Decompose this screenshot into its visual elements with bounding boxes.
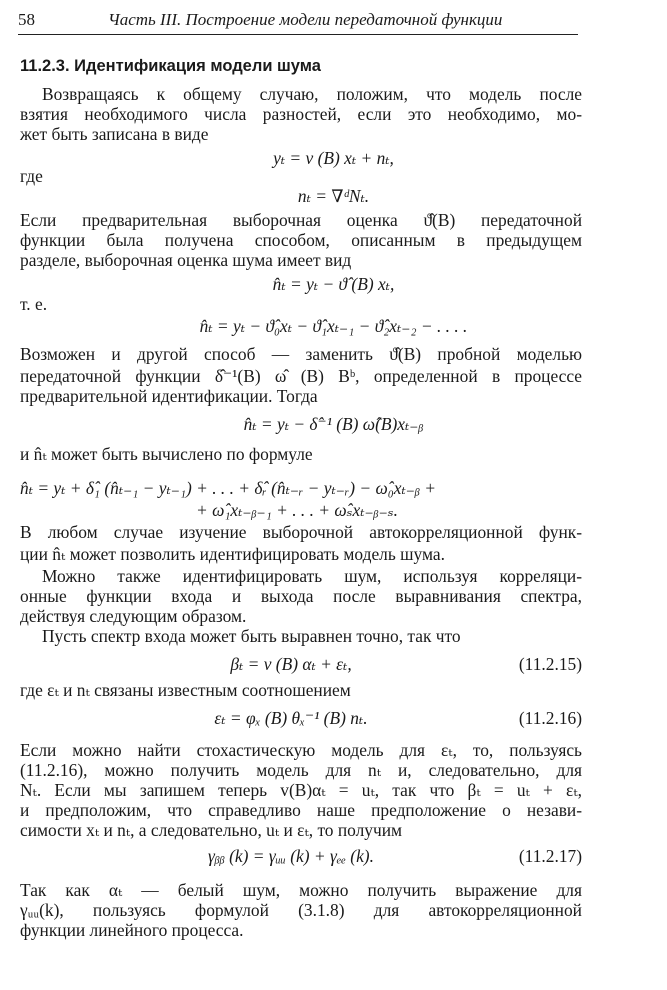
text-line: Так как αₜ — белый шум, можно получить выражение для — [20, 880, 582, 900]
equation: nₜ = ∇ᵈNₜ. — [297, 186, 370, 206]
section-title: 11.2.3. Идентификация модели шума — [20, 57, 321, 75]
text-line: Nₜ. Если мы запишем теперь v(B)αₜ = uₜ, так что βₜ = uₜ + εₜ, — [20, 780, 582, 800]
text-line: передаточной функции δ̂⁻¹(B) ω̂ (B) Bᵇ, определенной в процессе — [20, 366, 582, 386]
text-line: Возвращаясь к общему случаю, положим, что модель после — [42, 84, 582, 104]
equation: n̂ₜ = yₜ − ϑ̂ (B) xₜ, — [272, 274, 395, 294]
equation-number: (11.2.17) — [518, 846, 582, 866]
page-number: 58 — [18, 10, 35, 29]
text-line: жет быть записана в виде — [20, 124, 209, 144]
text-line: функции была получена способом, описанным в предыдущем — [20, 230, 582, 250]
text-line: и n̂ₜ может быть вычислено по формуле — [20, 444, 313, 464]
text-line: (11.2.16), можно получить модель для nₜ и, следовательно, для — [20, 760, 582, 780]
text-line: Если можно найти стохастическую модель для εₜ, то, пользуясь — [20, 740, 582, 760]
equation: n̂ₜ = yₜ − ϑ̂₀xₜ − ϑ̂₁xₜ₋₁ − ϑ̂₂xₜ₋₂ − . . . . — [199, 316, 468, 336]
equation: n̂ₜ = yₜ − δ̂⁻¹ (B) ω̂(B)xₜ₋ᵦ — [243, 414, 424, 434]
text-line: предварительной идентификации. Тогда — [20, 386, 318, 406]
text-line: действуя следующим образом. — [20, 606, 247, 626]
text-line: функции линейного процесса. — [20, 920, 244, 940]
equation: + ω̂₁xₜ₋ᵦ₋₁ + . . . + ω̂ₛxₜ₋ᵦ₋ₛ. — [196, 500, 399, 520]
text-line: т. е. — [20, 294, 48, 314]
text-line: Если предварительная выборочная оценка ϑ̂(B) передаточной — [20, 210, 582, 230]
text-line: γᵤᵤ(k), пользуясь формулой (3.1.8) для автокорреляционной — [20, 900, 582, 920]
text-line: разделе, выборочная оценка шума имеет вид — [20, 250, 352, 270]
running-head-title: Часть III. Построение модели передаточной функции — [108, 10, 503, 29]
text-line: взятия необходимого числа разностей, если это необходимо, мо- — [20, 104, 582, 124]
text-line: Пусть спектр входа может быть выравнен точно, так что — [42, 626, 461, 646]
equation-number: (11.2.15) — [518, 654, 582, 674]
equation: yₜ = v (B) xₜ + nₜ, — [273, 148, 394, 168]
text-line: где εₜ и nₜ связаны известным соотношением — [20, 680, 351, 700]
text-line: В любом случае изучение выборочной автокорреляционной функ- — [20, 522, 582, 542]
text-line: где — [20, 166, 43, 186]
equation: βₜ = v (B) αₜ + εₜ, — [230, 654, 352, 674]
text-line: Можно также идентифицировать шум, используя корреляци- — [42, 566, 582, 586]
text-line: и предположим, что справедливо наше предположение о незави- — [20, 800, 582, 820]
equation: n̂ₜ = yₜ + δ̂₁ (n̂ₜ₋₁ − yₜ₋₁) + . . . + δ̂ᵣ (n̂ₜ₋ᵣ − yₜ₋ᵣ) − ω̂₀xₜ₋ᵦ + — [20, 478, 436, 498]
running-header — [18, 8, 578, 35]
equation-number: (11.2.16) — [518, 708, 582, 728]
text-line: ции n̂ₜ может позволить идентифицировать модель шума. — [20, 544, 445, 564]
text-line: Возможен и другой способ — заменить ϑ̂(B) пробной моделью — [20, 344, 582, 364]
equation: εₜ = φₓ (B) θₓ⁻¹ (B) nₜ. — [214, 708, 368, 728]
text-line: онные функции входа и выхода после выравнивания спектра, — [20, 586, 582, 606]
text-line: симости xₜ и nₜ, а следовательно, uₜ и εₜ, то получим — [20, 820, 403, 840]
equation: γᵦᵦ (k) = γᵤᵤ (k) + γₑₑ (k). — [208, 846, 374, 866]
